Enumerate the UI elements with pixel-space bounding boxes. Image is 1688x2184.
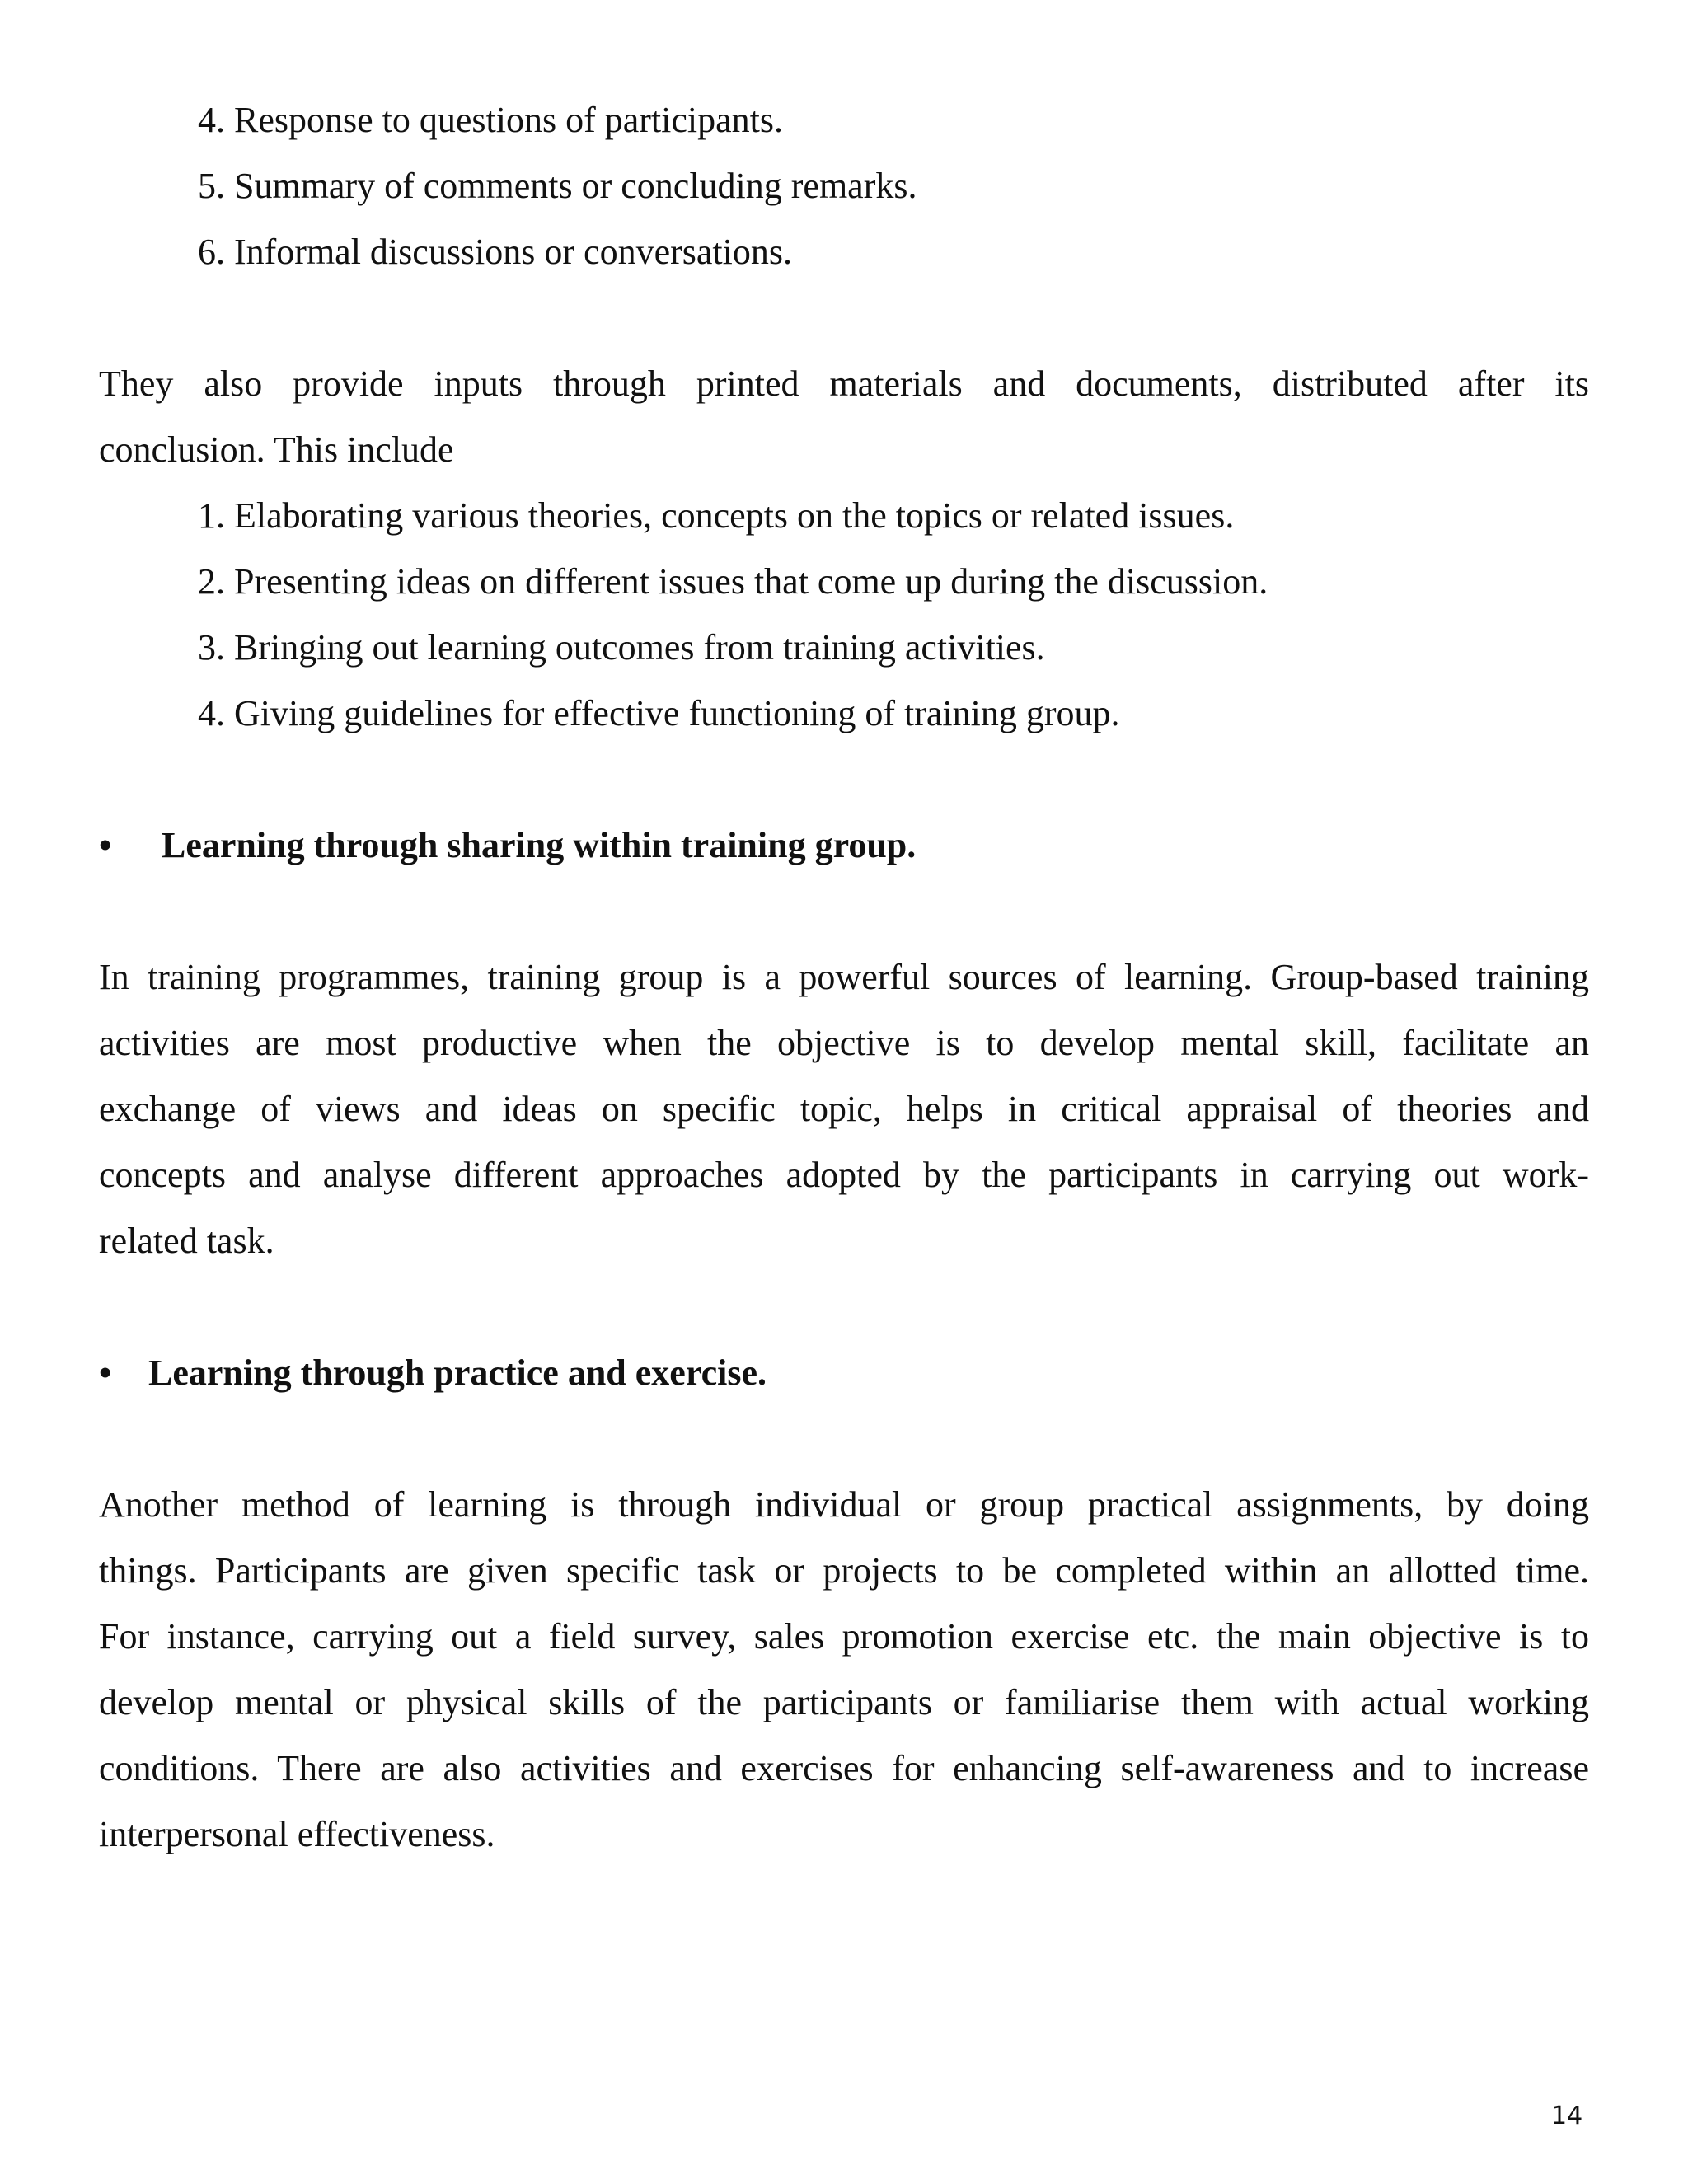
paragraph-line: exchange of views and ideas on specific topic, helps in critical appraisal of theories and	[99, 1089, 1589, 1129]
list-item: 3. Bringing out learning outcomes from training activities.	[198, 627, 1045, 668]
section-heading-sharing	[99, 821, 1088, 870]
paragraph-line: concepts and analyse different approaches adopted by the participants in carrying out work-	[99, 1155, 1589, 1195]
list-item: 1. Elaborating various theories, concepts on the topics or related issues.	[198, 495, 1235, 536]
paragraph-line: Another method of learning is through individual or group practical assignments, by doing	[99, 1484, 1589, 1525]
paragraph-line: In training programmes, training group is a powerful sources of learning. Group-based training	[99, 957, 1589, 997]
list-item: 5. Summary of comments or concluding remarks.	[198, 166, 917, 206]
paragraph-line: For instance, carrying out a field survey, sales promotion exercise etc. the main objective is to	[99, 1616, 1589, 1657]
list-item: 4. Giving guidelines for effective functioning of training group.	[198, 693, 1120, 733]
paragraph-line: interpersonal effectiveness.	[99, 1814, 495, 1854]
paragraph-line: conditions. There are also activities and exercises for enhancing self-awareness and to increase	[99, 1748, 1589, 1788]
paragraph-line: develop mental or physical skills of the participants or familiarise them with actual working	[99, 1682, 1589, 1722]
bullet-icon: •	[99, 825, 112, 865]
paragraph-line: conclusion. This include	[99, 429, 454, 470]
paragraph-line: They also provide inputs through printed materials and documents, distributed after its	[99, 363, 1589, 404]
paragraph-line: things. Participants are given specific task or projects to be completed within an allotted time.	[99, 1550, 1589, 1591]
section-heading-text: Learning through sharing within training group.	[162, 825, 917, 865]
bullet-icon: •	[99, 1352, 112, 1393]
list-item: 6. Informal discussions or conversations.	[198, 232, 792, 272]
section-heading-text: Learning through practice and exercise.	[148, 1352, 767, 1393]
paragraph-line: activities are most productive when the objective is to develop mental skill, facilitate an	[99, 1023, 1589, 1063]
list-item: 4. Response to questions of participants.	[198, 100, 784, 140]
page-number: 14	[1551, 2102, 1583, 2130]
list-item: 2. Presenting ideas on different issues that come up during the discussion.	[198, 561, 1268, 602]
paragraph-line: related task.	[99, 1221, 274, 1261]
section-heading-practice	[99, 1348, 1088, 1398]
